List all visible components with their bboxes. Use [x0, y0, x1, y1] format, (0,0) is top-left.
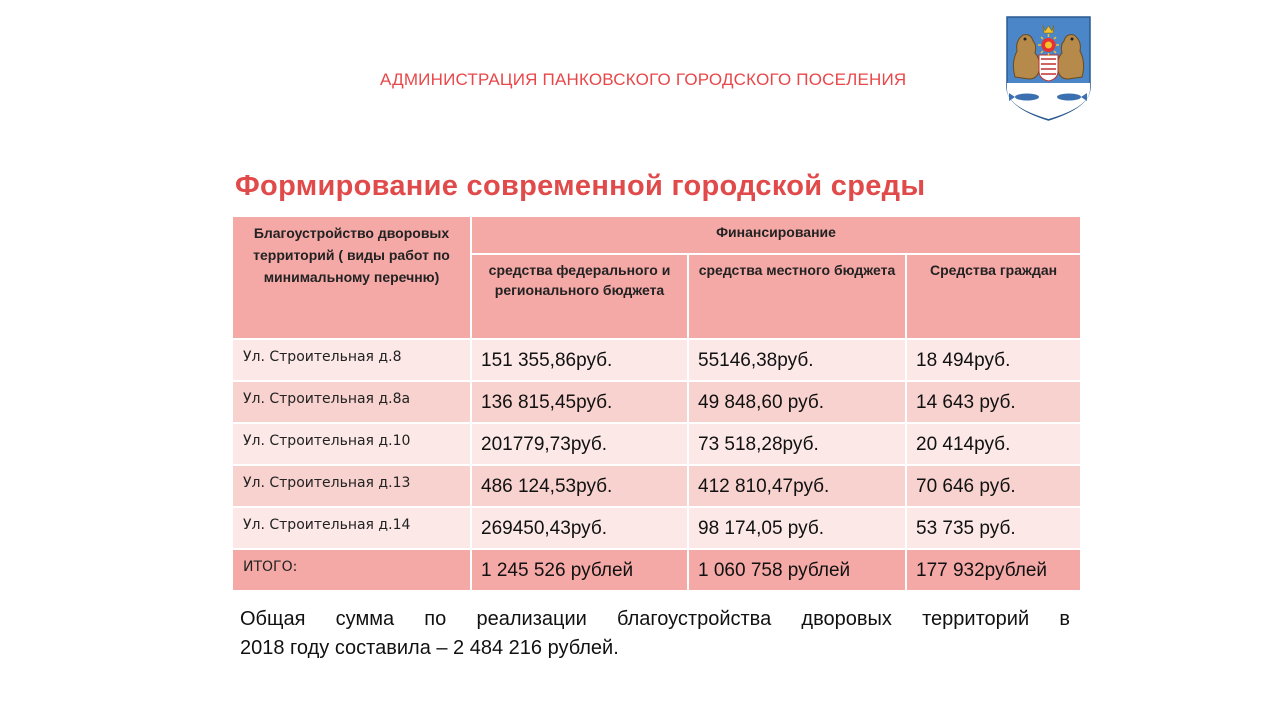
citizens-cell: 14 643 руб. — [906, 381, 1081, 423]
federal-cell: 151 355,86руб. — [471, 339, 688, 381]
table-row — [232, 423, 1081, 465]
address-cell: Ул. Строительная д.8а — [232, 381, 471, 423]
total-citizens-cell: 177 932рублей — [906, 549, 1081, 591]
address-cell: Ул. Строительная д.8 — [232, 339, 471, 381]
table-total-row — [232, 549, 1081, 591]
local-cell: 98 174,05 руб. — [688, 507, 906, 549]
column-header-local: средства местного бюджета — [688, 254, 906, 339]
local-cell: 412 810,47руб. — [688, 465, 906, 507]
citizens-cell: 70 646 руб. — [906, 465, 1081, 507]
address-cell: Ул. Строительная д.10 — [232, 423, 471, 465]
table-row — [232, 381, 1081, 423]
total-federal-cell: 1 245 526 рублей — [471, 549, 688, 591]
table-row — [232, 339, 1081, 381]
organization-header: АДМИНИСТРАЦИЯ ПАНКОВСКОГО ГОРОДСКОГО ПОСЕЛЕНИЯ — [380, 70, 907, 89]
column-header-federal: средства федерального и регионального бюджета — [471, 254, 688, 339]
financing-table — [231, 215, 1082, 592]
local-cell: 55146,38руб. — [688, 339, 906, 381]
summary-line-1: Общая сумма по реализации благоустройства дворовых территорий в — [240, 608, 1070, 630]
citizens-cell: 18 494руб. — [906, 339, 1081, 381]
federal-cell: 269450,43руб. — [471, 507, 688, 549]
table-header-row — [232, 216, 1081, 254]
address-cell: Ул. Строительная д.14 — [232, 507, 471, 549]
federal-cell: 136 815,45руб. — [471, 381, 688, 423]
table-row — [232, 465, 1081, 507]
address-cell: Ул. Строительная д.13 — [232, 465, 471, 507]
local-cell: 73 518,28руб. — [688, 423, 906, 465]
summary-text — [240, 605, 1070, 663]
coat-of-arms-icon — [1003, 15, 1094, 122]
table-row — [232, 507, 1081, 549]
page-title: Формирование современной городской среды — [235, 170, 926, 202]
federal-cell: 486 124,53руб. — [471, 465, 688, 507]
summary-line-2: 2018 году составила – 2 484 216 рублей. — [240, 637, 619, 659]
total-label-cell: ИТОГО: — [232, 549, 471, 591]
column-header-territory: Благоустройство дворовых территорий ( виды работ по минимальному перечню) — [232, 216, 471, 339]
federal-cell: 201779,73руб. — [471, 423, 688, 465]
column-header-financing: Финансирование — [471, 216, 1081, 254]
total-local-cell: 1 060 758 рублей — [688, 549, 906, 591]
column-header-citizens: Средства граждан — [906, 254, 1081, 339]
citizens-cell: 53 735 руб. — [906, 507, 1081, 549]
citizens-cell: 20 414руб. — [906, 423, 1081, 465]
local-cell: 49 848,60 руб. — [688, 381, 906, 423]
